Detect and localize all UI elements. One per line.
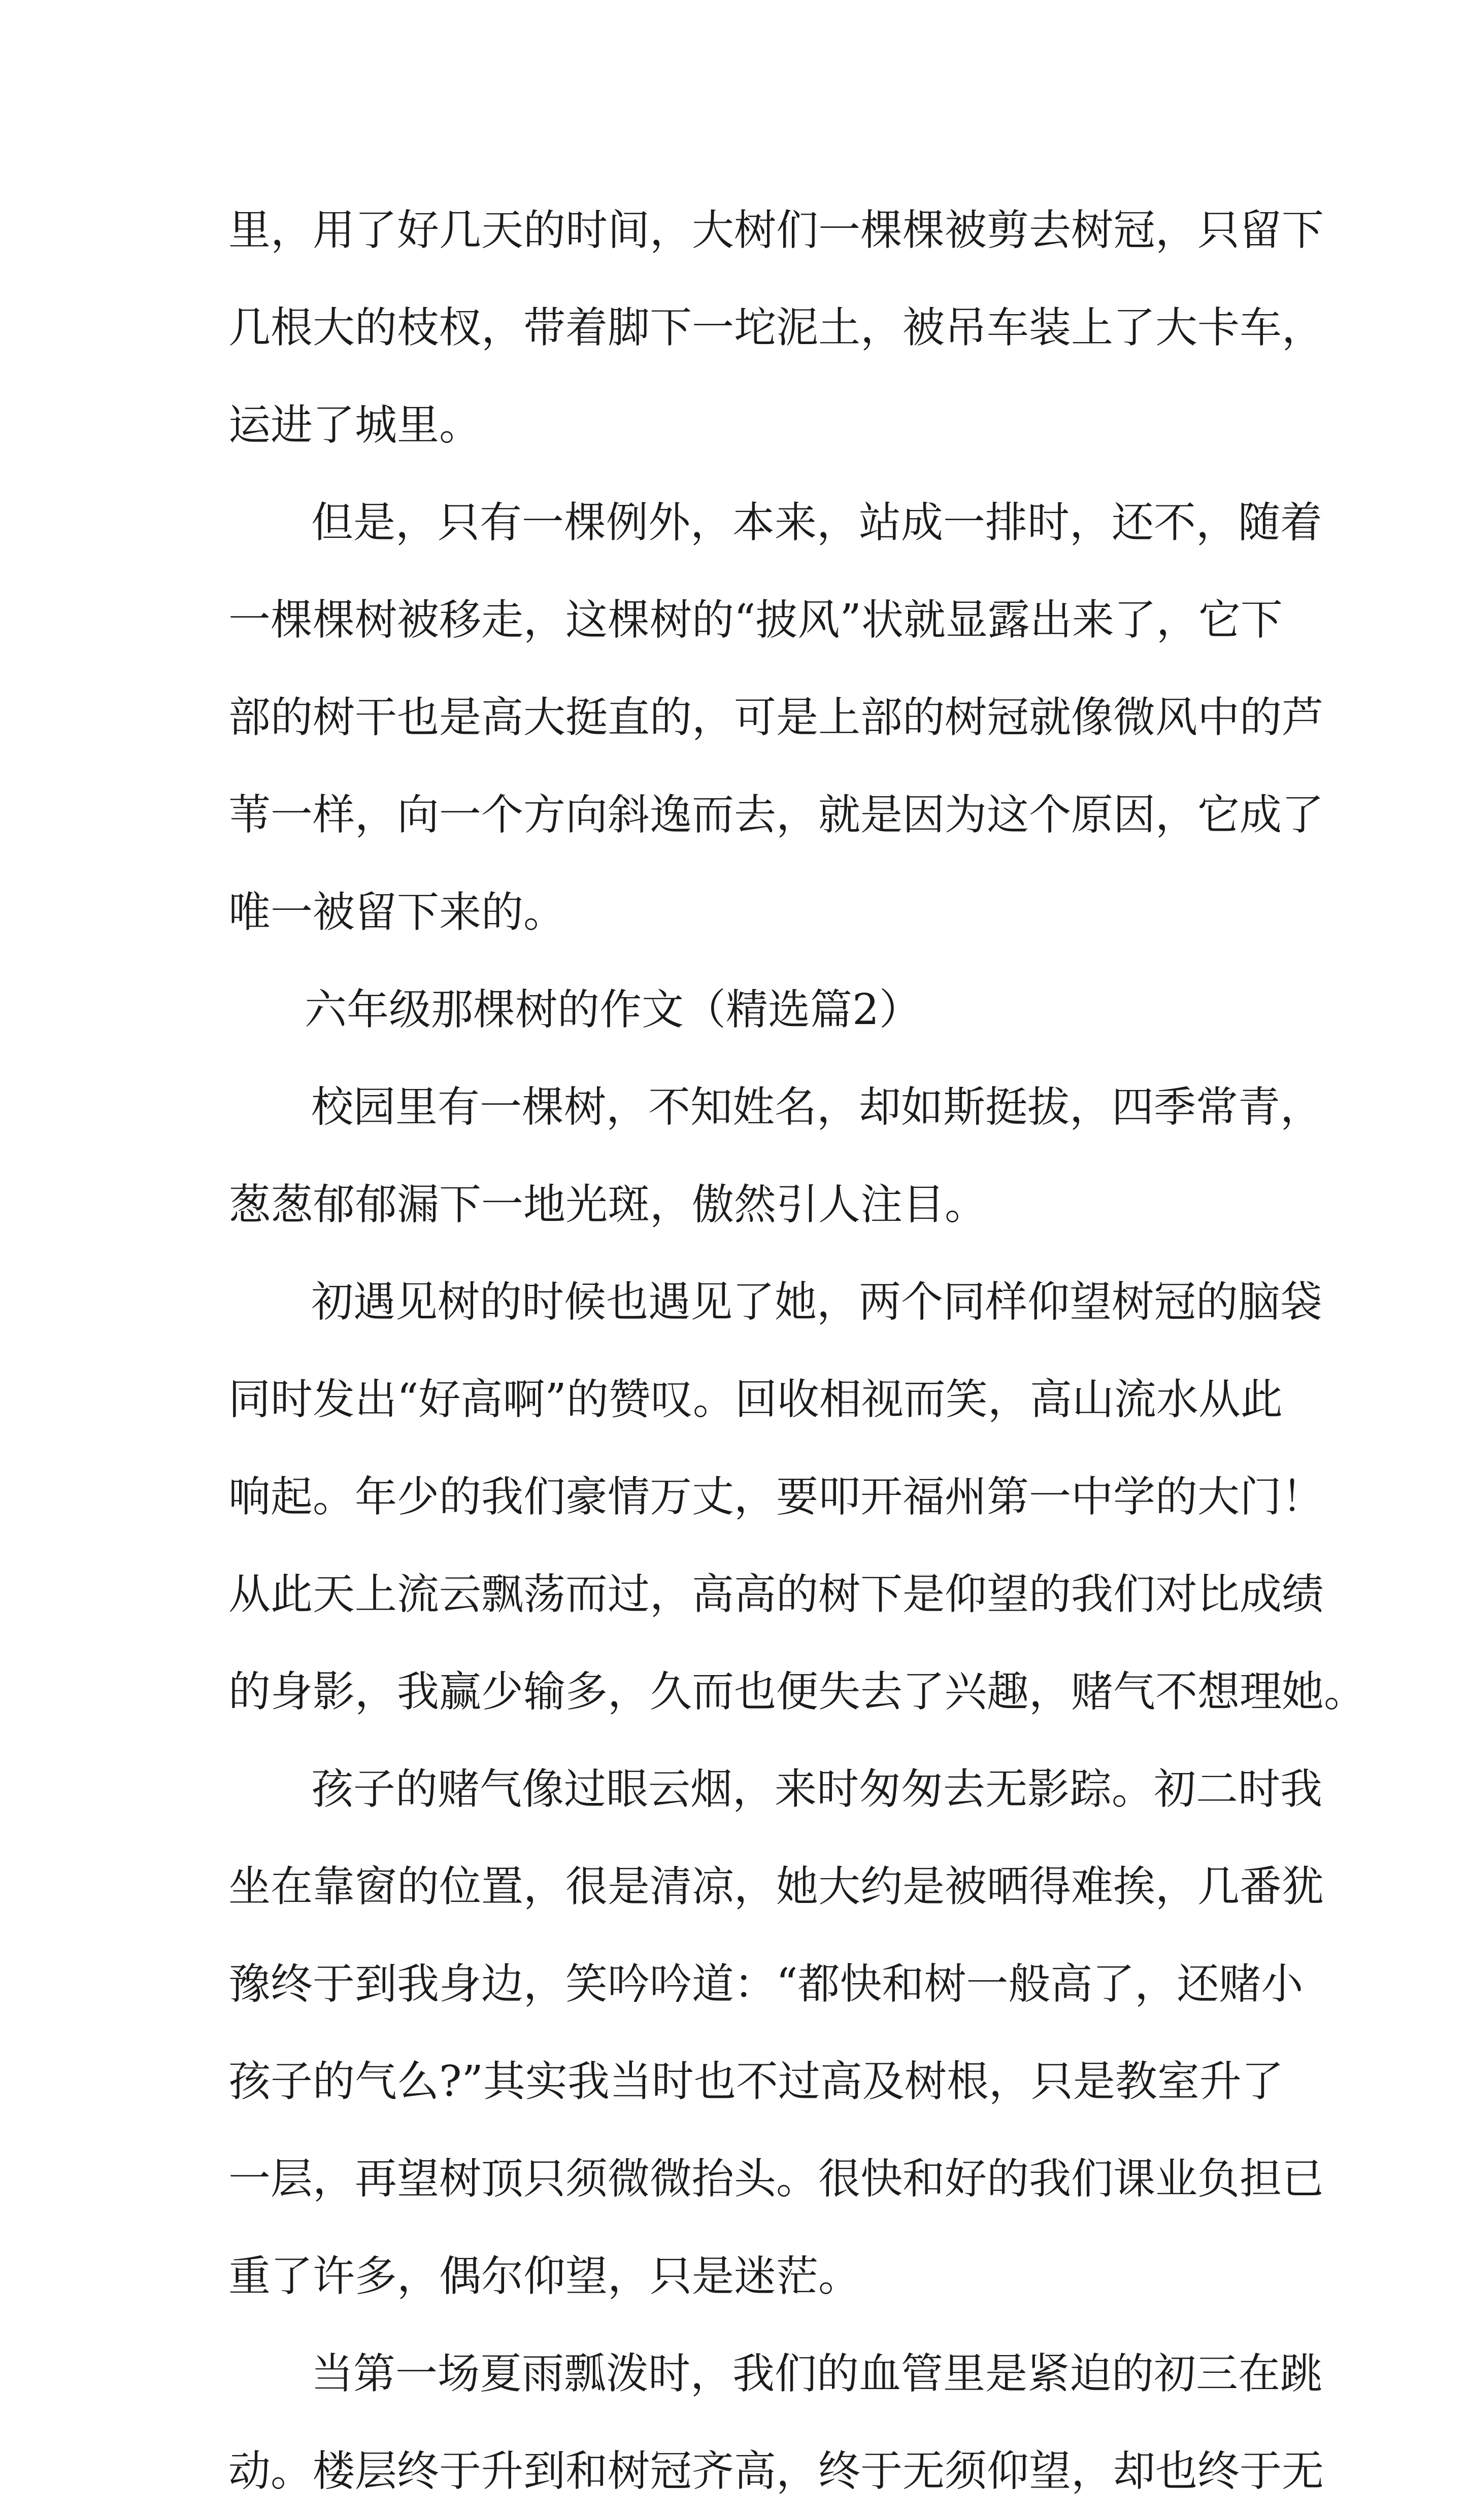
- paragraph-line: 响起。年少的我们豪情万丈，要叩开福州第一中学的大门！: [228, 1472, 1324, 1521]
- paragraph-line: 唯一被留下来的。: [228, 888, 565, 937]
- paragraph-line: 当第一场夏雨瓢泼时，我们的血管里是紧迫的初三在跳: [311, 2349, 1322, 2398]
- document-body: [228, 182, 1366, 2520]
- paragraph-line: 运进了城里。: [228, 400, 481, 450]
- paragraph-line: 从此天上流云飘荡而过，高高的树下是仰望的我们对比成绩: [228, 1570, 1324, 1619]
- paragraph-line: 苇一样，向一个方向斜逸而去，就是因为这个原因，它成了: [228, 790, 1324, 839]
- paragraph-line: 但是，只有一棵例外，本来，站成一排时，还不，随着: [311, 498, 1322, 547]
- paragraph-line: 里，用了好几天的时间，大树们一棵棵被剪去树冠，只留下: [228, 206, 1324, 255]
- paragraph-line: 几根大的枝杈，带着脚下一坨泥土，被吊车装上了大卡车，: [228, 303, 1324, 352]
- paragraph-line: 葱葱郁郁漏下一地光斑，傲然引人注目。: [228, 1180, 987, 1229]
- section-heading: 六年级那棵树的作文（精选篇2）: [305, 985, 921, 1034]
- paragraph-line: 坐在靠窗的位置，很是清凉，她大约是被晒得难挨，几番犹: [228, 1862, 1324, 1911]
- paragraph-line: 孩子的赌气像过眼云烟，来时匆匆去无影踪。初二时我: [311, 1764, 1322, 1814]
- paragraph-line: 初遇见树的时候也遇见了她，两个同样仰望树冠的脑袋: [311, 1277, 1322, 1326]
- paragraph-line: 孩子的气么?”其实我当时也不过高及树根，只是教室升了: [228, 2057, 1284, 2106]
- paragraph-line: 动。楼层终于升到和树冠齐高，终于无须仰望，却也终于无: [228, 2446, 1324, 2496]
- paragraph-line: 的身影，我赢少输多，久而也便失去了兴趣，赌气不想理她。: [228, 1667, 1366, 1716]
- paragraph-line: 豫终于到我身边，笑吟吟道：“都快和树一般高了，还赌小: [228, 1959, 1304, 2008]
- paragraph-line: 一层，再望树顶只须微微抬头。很快和好的我们课业负担已: [228, 2154, 1324, 2203]
- paragraph-line: 校园里有一棵树，不知姓名，却如斯挺拔，四季常青，: [311, 1082, 1322, 1132]
- paragraph-line: 一棵棵树被移走，这棵树的“披风”状就显露出来了，它下: [228, 595, 1283, 644]
- paragraph-line: 重了许多，偶尔仰望，只是迷茫。: [228, 2252, 860, 2301]
- paragraph-line: 同时发出“好高啊”的赞叹。回收相视而笑，高山流水从此: [228, 1375, 1283, 1424]
- paragraph-line: 部的树干也是高大挺直的，可是上部的树冠就像微风中的芦: [228, 693, 1324, 742]
